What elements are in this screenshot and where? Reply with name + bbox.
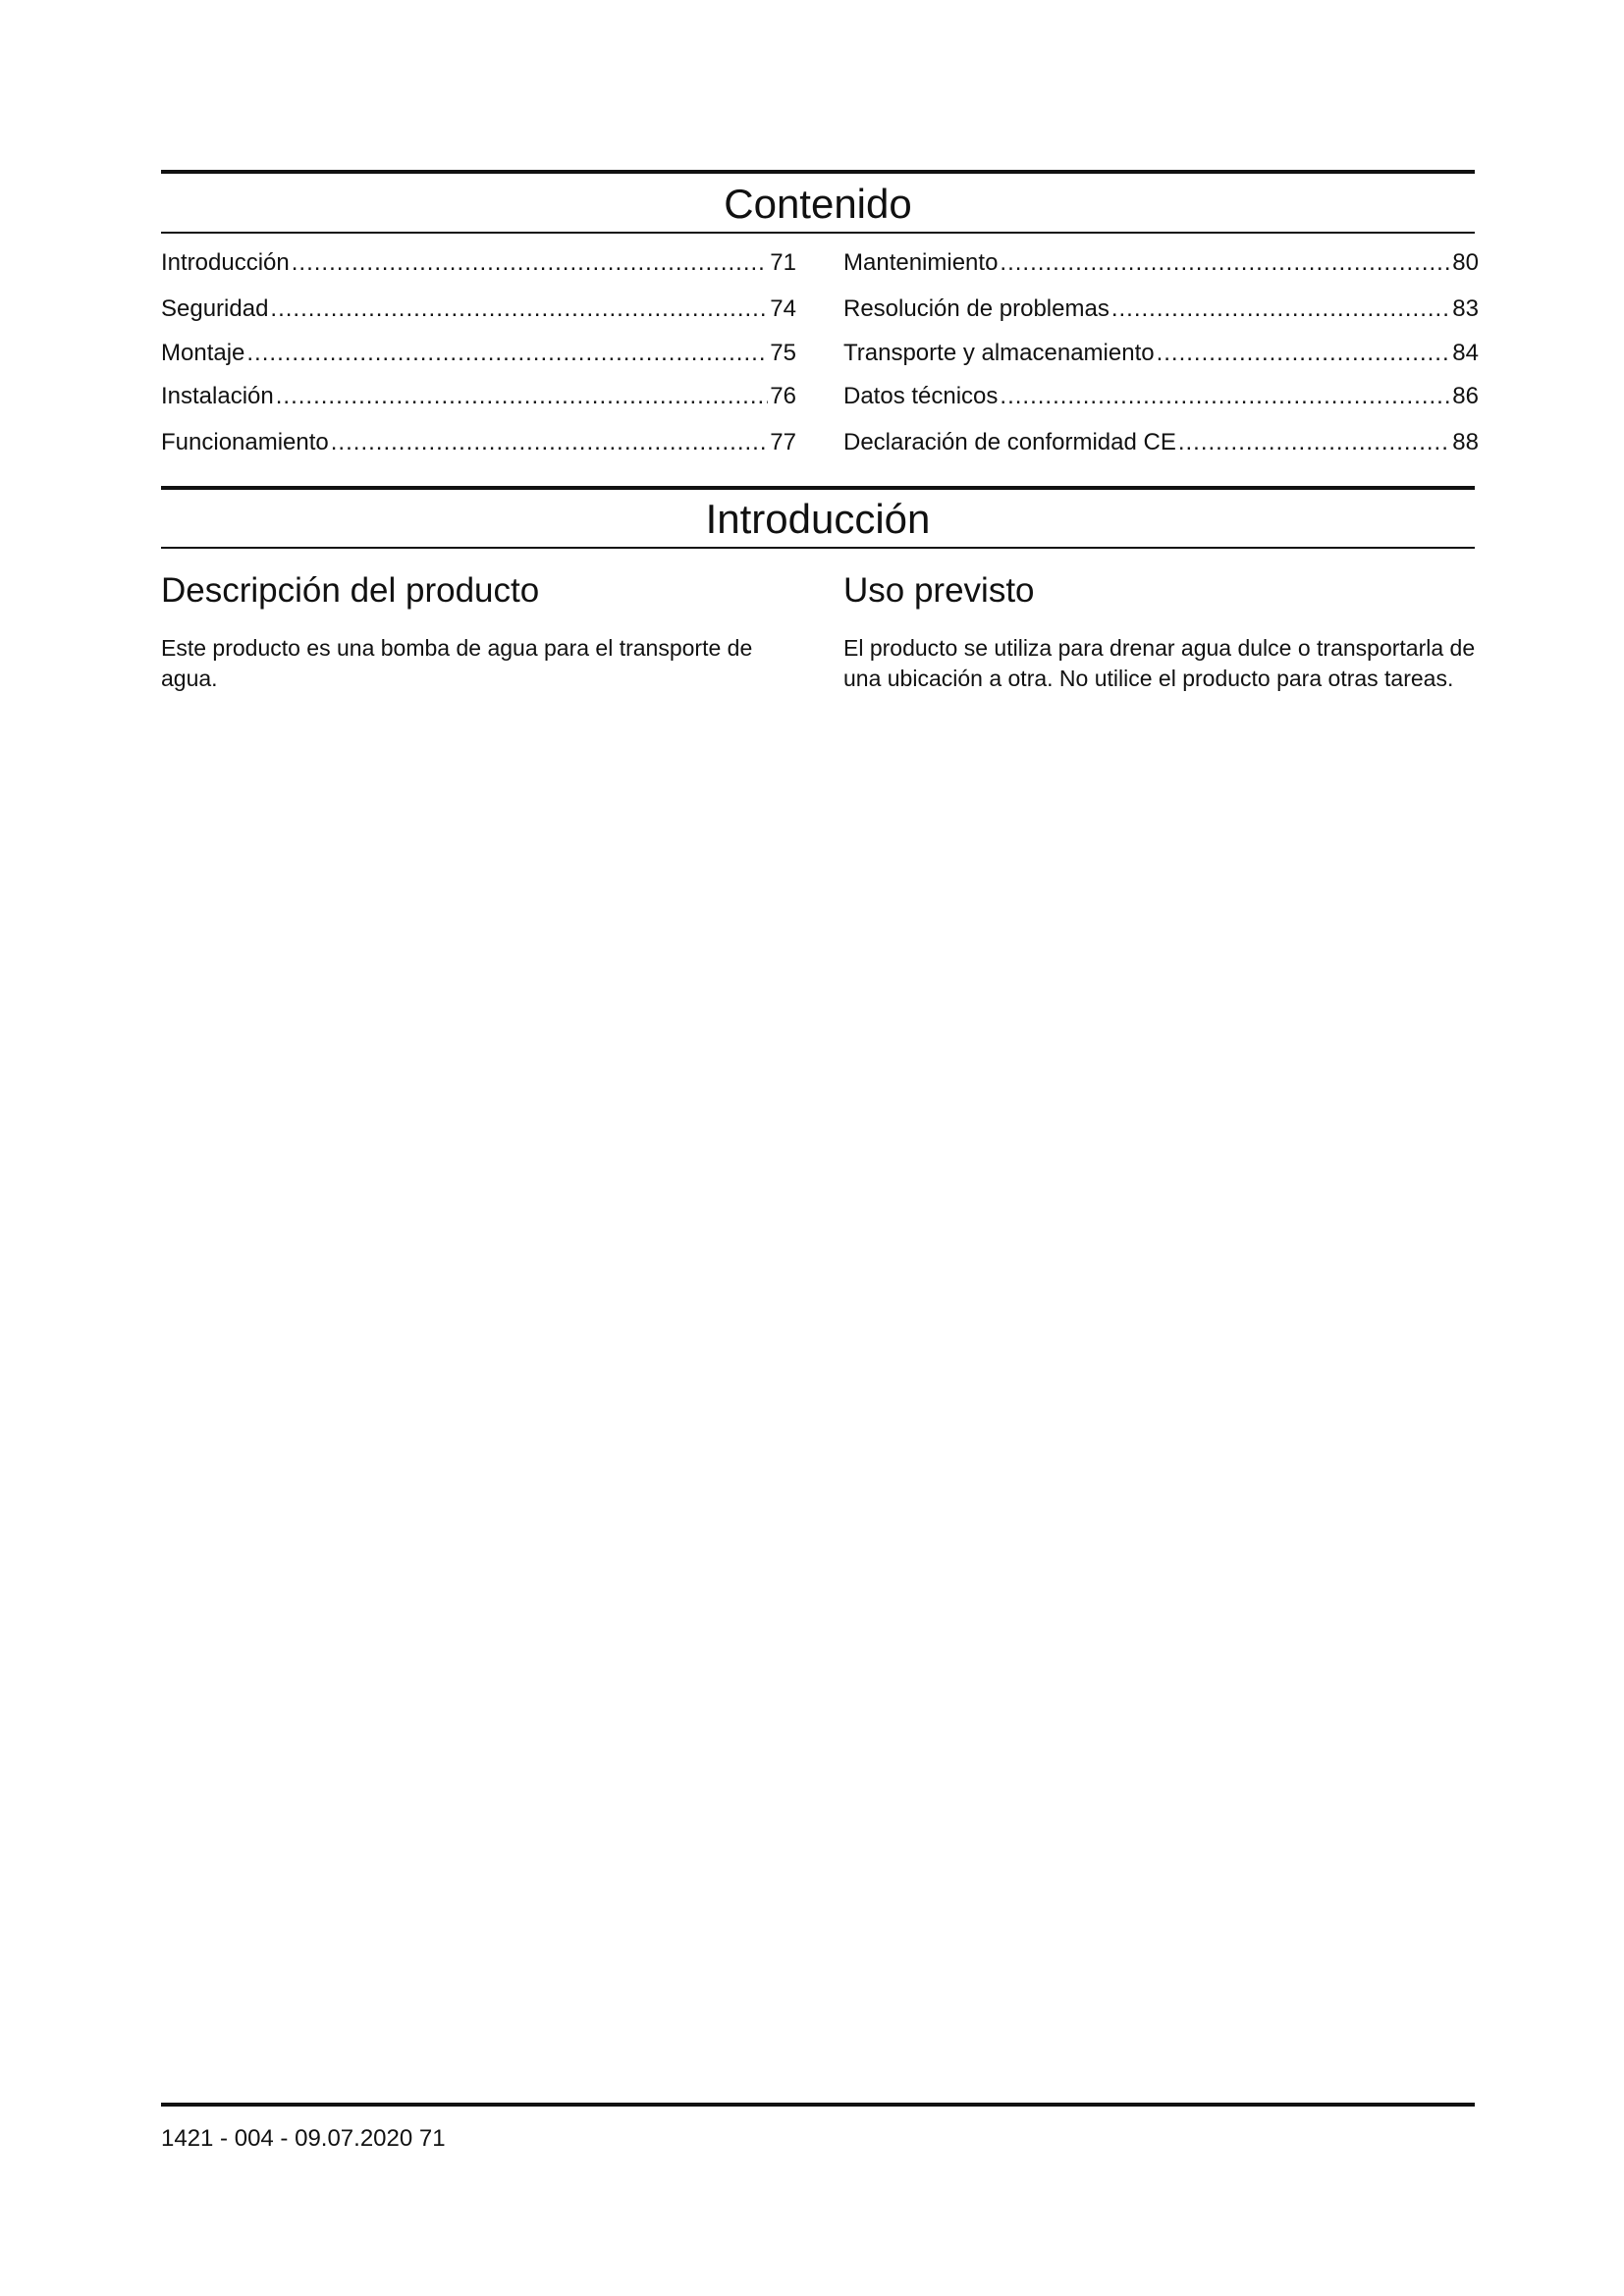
toc-leader — [292, 248, 769, 278]
product-description-text: Este producto es una bomba de agua para el transporte de agua. — [161, 635, 753, 691]
toc-label: Mantenimiento — [843, 249, 999, 276]
toc-leader — [1111, 294, 1450, 324]
toc-leader — [1000, 248, 1450, 278]
toc-entry[interactable] — [161, 428, 796, 457]
toc-label: Seguridad — [161, 295, 269, 322]
contents-top-rule — [161, 170, 1475, 174]
toc-leader — [246, 339, 768, 368]
introduction-top-rule — [161, 486, 1475, 490]
toc-leader — [1178, 428, 1450, 457]
footer-rule — [161, 2103, 1475, 2107]
toc-page-number: 88 — [1452, 429, 1479, 455]
toc-leader — [331, 428, 769, 457]
toc-leader — [1157, 339, 1451, 368]
toc-entry[interactable] — [161, 382, 796, 411]
toc-leader — [1000, 382, 1450, 411]
toc-entry[interactable] — [161, 294, 796, 324]
toc-page-number: 77 — [770, 429, 796, 455]
intended-use-text: El producto se utiliza para drenar agua dulce o transportarla de una ubicación a otra. No utilice el producto para otras tareas. — [843, 635, 1476, 691]
toc-page-number: 71 — [770, 249, 796, 276]
toc-entry[interactable] — [843, 428, 1479, 457]
toc-label: Transporte y almacenamiento — [843, 340, 1155, 366]
footer-text: 1421 - 004 - 09.07.2020 71 — [161, 2125, 446, 2152]
toc-entry[interactable] — [843, 248, 1479, 278]
toc-entry[interactable] — [161, 248, 796, 278]
product-description-heading: Descripción del producto — [161, 571, 540, 610]
toc-label: Resolución de problemas — [843, 295, 1110, 322]
toc-label: Datos técnicos — [843, 383, 999, 409]
toc-leader — [276, 382, 769, 411]
toc-entry[interactable] — [843, 382, 1479, 411]
document-page — [161, 0, 1479, 2296]
toc-label: Funcionamiento — [161, 429, 329, 455]
introduction-bottom-rule — [161, 547, 1475, 549]
toc-page-number: 86 — [1452, 383, 1479, 409]
contents-title: Contenido — [724, 181, 912, 227]
toc-entry[interactable] — [843, 339, 1479, 368]
intended-use-heading: Uso previsto — [843, 571, 1035, 610]
toc-entry[interactable] — [161, 339, 796, 368]
toc-entry[interactable] — [843, 294, 1479, 324]
toc-leader — [270, 294, 768, 324]
toc-label: Montaje — [161, 340, 245, 366]
toc-page-number: 74 — [770, 295, 796, 322]
toc-label: Introducción — [161, 249, 290, 276]
toc-page-number: 76 — [770, 383, 796, 409]
toc-label: Declaración de conformidad CE — [843, 429, 1176, 455]
introduction-title: Introducción — [705, 496, 931, 542]
intended-use-column — [843, 570, 1482, 694]
toc-page-number: 84 — [1452, 340, 1479, 366]
toc-page-number: 80 — [1452, 249, 1479, 276]
toc-label: Instalación — [161, 383, 274, 409]
toc-page-number: 83 — [1452, 295, 1479, 322]
contents-bottom-rule — [161, 232, 1475, 234]
toc-page-number: 75 — [770, 340, 796, 366]
product-description-column — [161, 570, 799, 694]
